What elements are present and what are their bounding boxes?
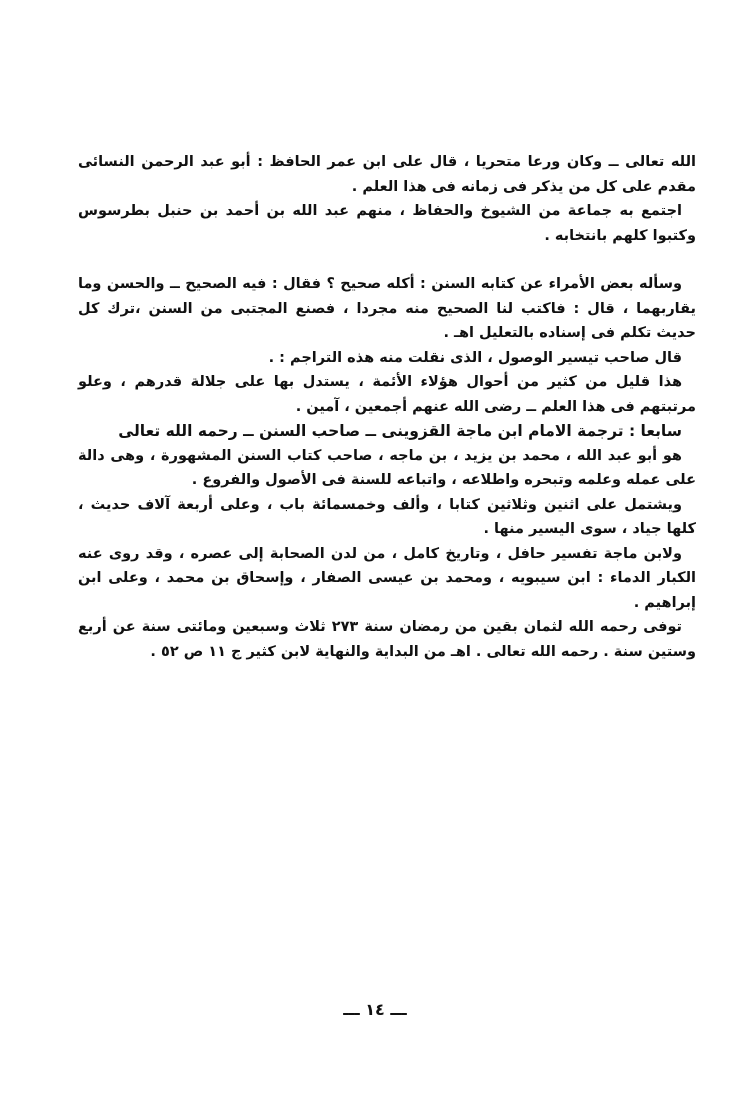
paragraph-ibn-majah-intro: هو أبو عبد الله ، محمد بن يزيد ، بن ماجه ، صاحب كتاب السنن المشهورة ، وهى دالة على عمله وعلمه وتبحره واطلاعه ، واتباعه للسنة فى الأصول والفروع .: [78, 447, 696, 488]
paragraph-sunan-contents: ويشتمل على اثنين وثلاثين كتابا ، وألف وخمسمائة باب ، وعلى أربعة آلاف حديث ، كلها جياد ، سوى اليسير منها .: [78, 496, 696, 537]
paragraph-nasai-scholars: اجتمع به جماعة من الشيوخ والحفاظ ، منهم عبد الله بن أحمد بن حنبل بطرسوس وكتبوا كلهم بانتخابه .: [78, 203, 696, 244]
paragraph-ibn-majah-death: توفى رحمه الله لثمان بقين من رمضان سنة ٢٧٣ ثلاث وسبعين ومائتى سنة عن أربع وستين سنة . رحمه الله تعالى . اهـ من البداية والنهاية لابن كثير ج ١١ ص ٥٢ .: [78, 619, 696, 660]
paragraph-sunan-question: وسأله بعض الأمراء عن كتابه السنن : أكله صحيح ؟ فقال : فيه الصحيح ــ والحسن وما يقاربهما ، قال : فاكتب لنا الصحيح منه مجردا ، فصنع المجتبى من السنن ،ترك كل حديث تكلم فى إسناده بالتعليل اهـ .: [78, 276, 696, 341]
section-heading-ibn-majah: سابعا : ترجمة الامام ابن ماجة القزوينى ــ صاحب السنن ــ رحمه الله تعالى: [118, 422, 682, 440]
paragraph-imams-summary: هذا قليل من كثير من أحوال هؤلاء الأئمة ، يستدل بها على جلالة قدرهم ، وعلو مرتبتهم فى هذا العلم ــ رضى الله عنهم أجمعين ، آمين .: [78, 374, 696, 415]
page-number: ـــ ١٤ ـــ: [343, 1000, 407, 1019]
paragraph-nasai-praise: الله تعالى ــ وكان ورعا متحريا ، قال على ابن عمر الحافظ : أبو عبد الرحمن النسائى مقدم على كل من يذكر فى زمانه فى هذا العلم .: [78, 154, 696, 195]
page-body: [78, 150, 696, 664]
paragraph-taysir-source: قال صاحب تيسير الوصول ، الذى نقلت منه هذه التراجم : .: [268, 349, 682, 366]
paragraph-ibn-majah-works: ولابن ماجة تفسير حافل ، وتاريخ كامل ، من لدن الصحابة إلى عصره ، وقد روى عنه الكبار الدماء : ابن سيبويه ، ومحمد بن عيسى الصفار ، وإسحاق بن محمد ، وعلى ابن إبراهيم .: [78, 545, 696, 611]
